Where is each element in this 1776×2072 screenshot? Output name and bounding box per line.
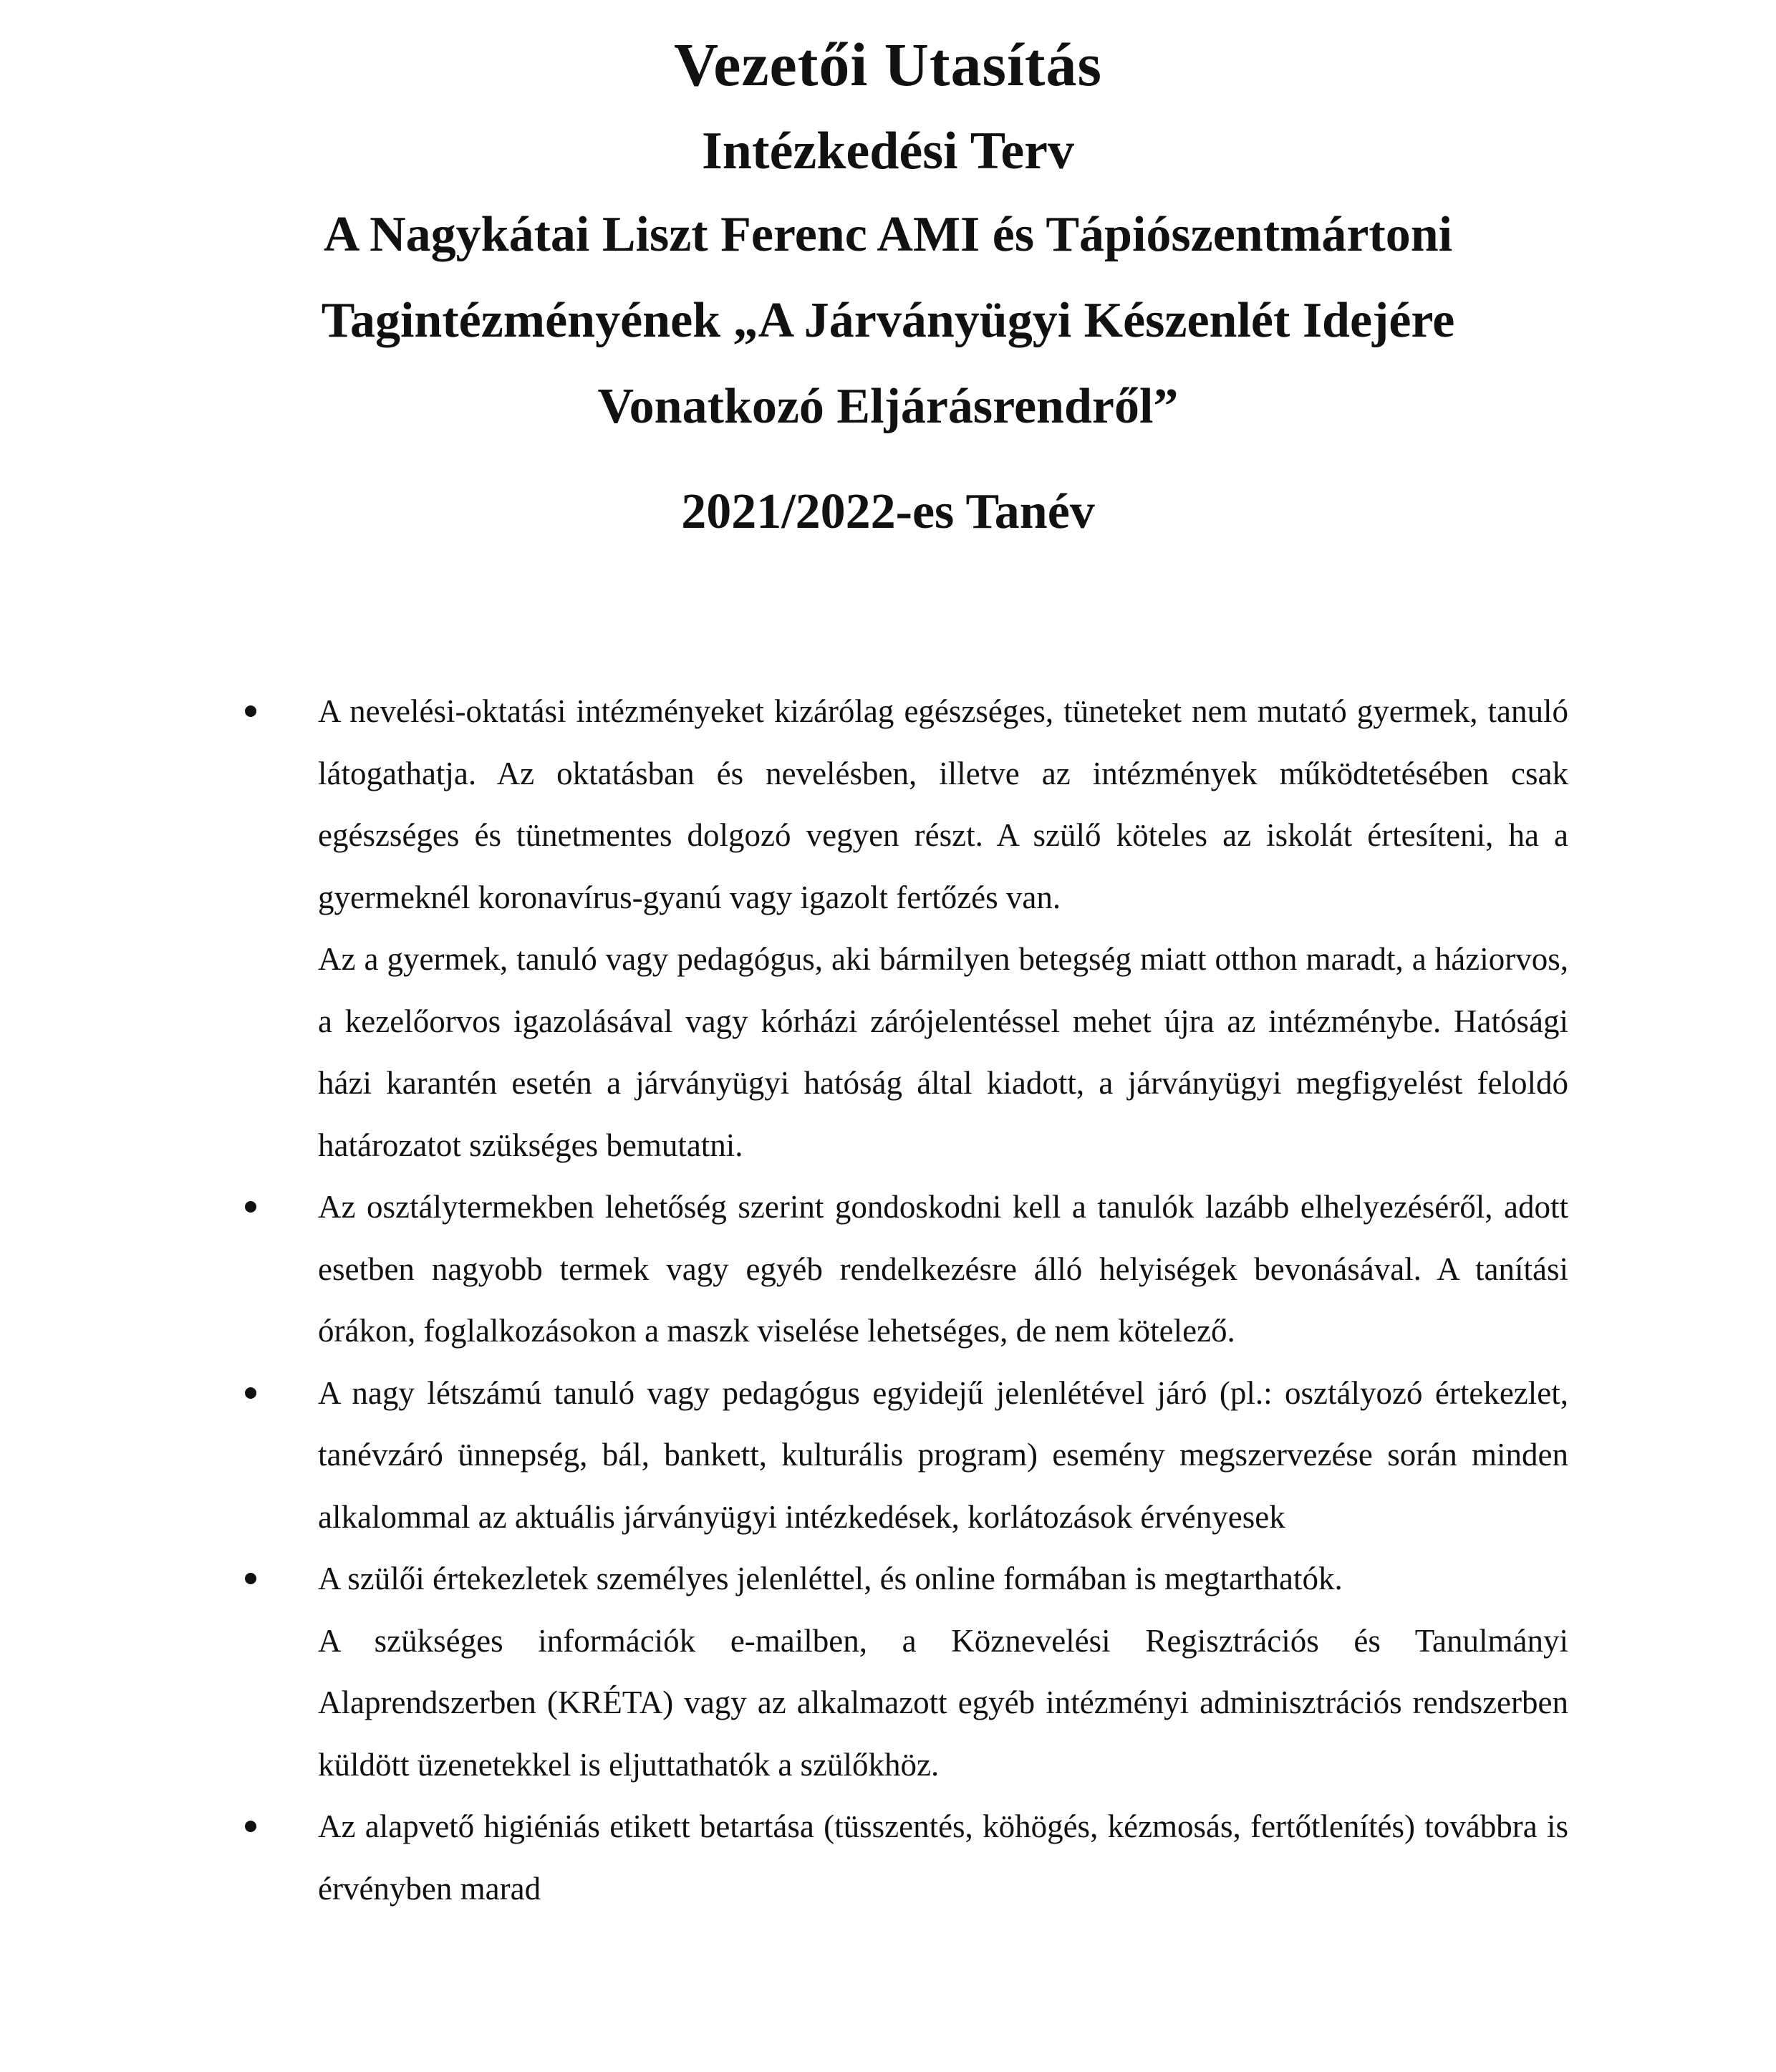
bullet-list — [258, 680, 1568, 1919]
bullet-icon — [245, 1548, 261, 1609]
bullet-icon — [245, 680, 261, 742]
bullet-icon — [245, 1176, 261, 1238]
paragraph: Az osztálytermekben lehetőség szerint gondoskodni kell a tanulók lazább elhelyezéséről, adott esetben nagyobb termek vagy egyéb rendelkezésre álló helyiségek bevonásával. A tanítási órákon, foglalkozásokon a maszk viselése lehetséges, de nem kötelező. — [318, 1189, 1568, 1349]
bullet-item-classroom-spacing — [258, 1176, 1568, 1362]
bullet-icon — [245, 1362, 261, 1424]
paragraph: Az alapvető higiéniás etikett betartása (tüsszentés, köhögés, kézmosás, fertőtlenítés) továbbra is érvényben marad — [318, 1808, 1568, 1907]
bullet-item-large-events — [258, 1362, 1568, 1548]
bullet-item-parent-meetings — [258, 1548, 1568, 1796]
title-block — [0, 29, 1776, 544]
document-subtitle: Intézkedési Terv — [701, 122, 1075, 180]
paragraph: A nagy létszámú tanuló vagy pedagógus egyidejű jelenlétével járó (pl.: osztályozó értekezlet, tanévzáró ünnepség, bál, bankett, kulturális program) esemény megszervezése során minden alkalommal az aktuális járványügyi intézkedések, korlátozások érvényesek — [318, 1374, 1568, 1535]
paragraph: A szükséges információk e-mailben, a Köznevelési Regisztrációs és Tanulmányi Alaprendszerben (KRÉTA) vagy az alkalmazott egyéb intézményi adminisztrációs rendszerben küldött üzenetekkel is eljuttathatók a szülőkhöz. — [318, 1622, 1568, 1783]
document-heading: A Nagykátai Liszt Ferenc AMI és Tápiószentmártoni Tagintézményének „A Járványügyi Készenlét Idejére Vonatkozó Eljárásrendről” — [321, 207, 1455, 434]
school-year: 2021/2022-es Tanév — [681, 484, 1095, 539]
document-title: Vezetői Utasítás — [674, 30, 1102, 99]
paragraph: A nevelési-oktatási intézményeket kizárólag egészséges, tüneteket nem mutató gyermek, tanuló látogathatja. Az oktatásban és nevelésben, illetve az intézmények működtetésében csak egészséges és tünetmentes dolgozó vegyen részt. A szülő köteles az iskolát értesíteni, ha a gyermeknél koronavírus-gyanú vagy igazolt fertőzés van. — [318, 693, 1568, 915]
paragraph: A szülői értekezletek személyes jelenléttel, és online formában is megtarthatók. — [318, 1561, 1343, 1596]
paragraph: Az a gyermek, tanuló vagy pedagógus, aki bármilyen betegség miatt otthon maradt, a háziorvos, a kezelőorvos igazolásával vagy kórházi zárójelentéssel mehet újra az intézménybe. Hatósági házi karantén esetén a járványügyi hatóság által kiadott, a járványügyi megfigyelést feloldó határozatot szükséges bemutatni. — [318, 941, 1568, 1163]
bullet-icon — [245, 1796, 261, 1857]
bullet-item-health-entry — [258, 680, 1568, 1176]
bullet-item-hygiene — [258, 1796, 1568, 1919]
